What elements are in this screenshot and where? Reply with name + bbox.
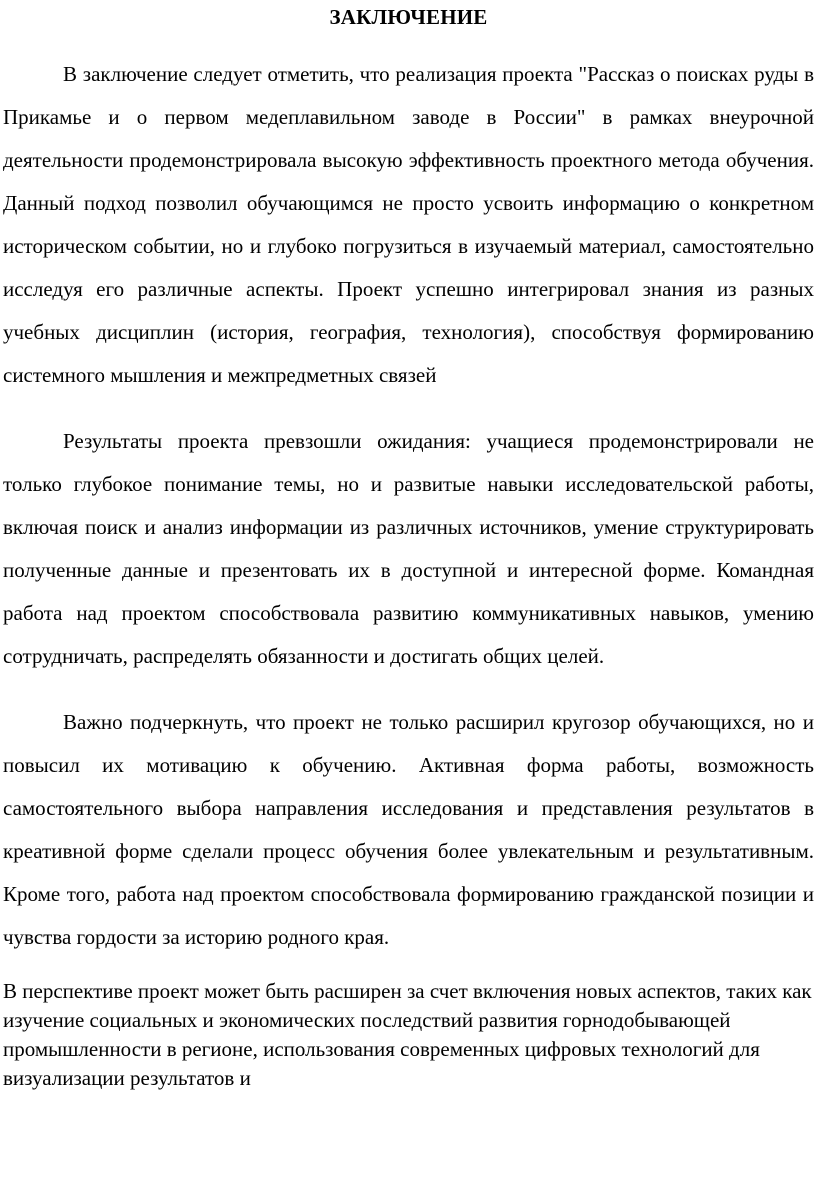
paragraph-2: Результаты проекта превзошли ожидания: учащиеся продемонстрировали не только глубокое понимание темы, но и развитые навыки исследовательской работы, включая поиск и анализ информации из различных источников, умение структурировать полученные данные и презентовать их в доступной и интересной форме. Командная работа над проектом способствовала развитию коммуникативных навыков, умению сотрудничать, распределять обязанности и достигать общих целей. <box>3 429 814 668</box>
paragraph-3: Важно подчеркнуть, что проект не только расширил кругозор обучающихся, но и повысил их мотивацию к обучению. Активная форма работы, возможность самостоятельного выбора направления исследования и представления результатов в креативной форме сделали процесс обучения более увлекательным и результативным. Кроме того, работа над проектом способствовала формированию гражданской позиции и чувства гордости за историю родного края. <box>3 710 814 949</box>
paragraph-4: В перспективе проект может быть расширен за счет включения новых аспектов, таких как изучение социальных и экономических последствий развития горнодобывающей промышленности в регионе, использования современных цифровых технологий для визуализации результатов и <box>3 979 812 1090</box>
page-title: ЗАКЛЮЧЕНИЕ <box>329 5 488 29</box>
paragraph-1: В заключение следует отметить, что реализация проекта "Рассказ о поисках руды в Прикамье и о первом медеплавильном заводе в России" в рамках внеурочной деятельности продемонстрировала высокую эффективность проектного метода обучения. Данный подход позволил обучающимся не просто усвоить информацию о конкретном историческом событии, но и глубоко погрузиться в изучаемый материал, самостоятельно исследуя его различные аспекты. Проект успешно интегрировал знания из разных учебных дисциплин (история, география, технология), способствуя формированию системного мышления и межпредметных связей <box>3 62 814 387</box>
